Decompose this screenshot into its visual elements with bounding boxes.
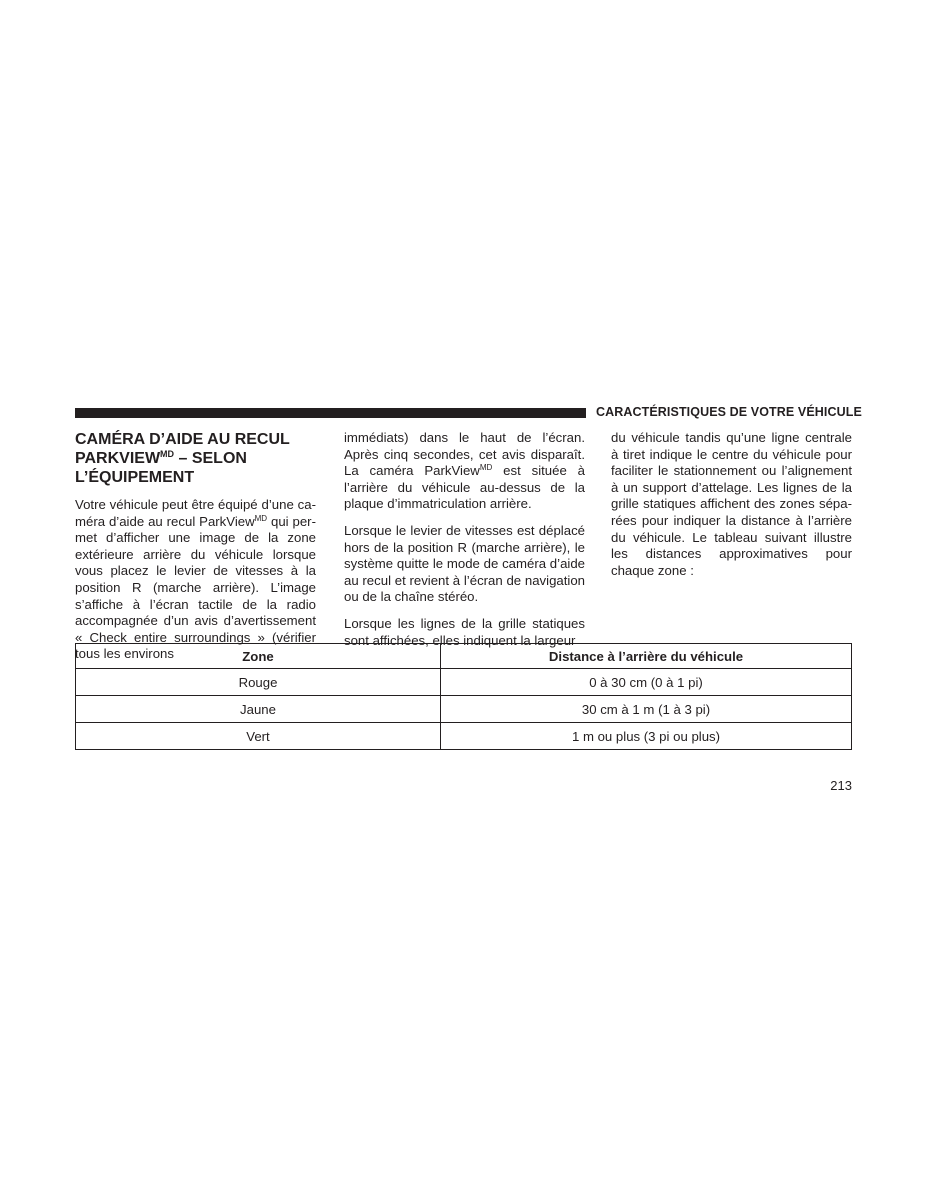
table-cell-zone: Jaune <box>76 696 441 723</box>
section-title: CARACTÉRISTIQUES DE VOTRE VÉHICULE <box>596 405 862 419</box>
table-cell-zone: Vert <box>76 723 441 750</box>
paragraph-3: Lorsque les lignes de la grille statiques sont affichées, elles indiquent la largeur <box>344 615 585 648</box>
table-row <box>76 696 852 723</box>
column-3 <box>611 430 852 589</box>
header-bar <box>75 408 586 418</box>
article-heading: CAMÉRA D’AIDE AU RECUL $PARKVIEW^{MD}$ – SELON L’ÉQUIPEMENT <box>75 431 290 486</box>
page-number: 213 <box>830 778 852 793</box>
paragraph-3-continued: du véhicule tandis qu’une ligne centrale à tiret indique le centre du véhicule pour faciliter le stationnement ou l’alignement à un support d’attelage. Les lignes de la grille statiques affichent des zones séparées pour indiquer la distance à l’arrière du véhicule. Le tableau suivant illustre les distances approximatives pour chaque zone : <box>611 430 852 578</box>
zone-distance-table <box>75 643 852 750</box>
table-header-distance: Distance à l’arrière du véhicule <box>441 644 852 669</box>
column-1 <box>75 430 316 673</box>
paragraph-1-continued: immédiats) dans le haut de l’écran. Après cinq secondes, cet avis disparaît. La caméra ParkView$^{MD}$ est située à l’arrière du véhicule au-dessus de la plaque d’immatriculation arrière. <box>344 430 586 512</box>
table-row <box>76 723 852 750</box>
paragraph-2: Lorsque le levier de vitesses est déplacé hors de la position R (marche arrière), le système quitte le mode de caméra d’aide au recul et revient à l’écran de navigation ou de la chaîne stéréo. <box>344 522 585 605</box>
table-cell-distance: 1 m ou plus (3 pi ou plus) <box>441 723 852 750</box>
table-cell-distance: 30 cm à 1 m (1 à 3 pi) <box>441 696 852 723</box>
table-header-zone: Zone <box>76 644 441 669</box>
table-row <box>76 669 852 696</box>
table-cell-distance: 0 à 30 cm (0 à 1 pi) <box>441 669 852 696</box>
table-cell-zone: Rouge <box>76 669 441 696</box>
paragraph-1: Votre véhicule peut être équipé d’une caméra d’aide au recul ParkView$^{MD}$ qui permet d’afficher une image de la zone extérieure arrière du véhicule lorsque vous placez le levier de vitesses à la position R (marche arrière). L’image s’affiche à l’écran tactile de la radio accompagnée d’un avis d’avertissement « Check entire surroundings » (vérifier tous les environs <box>75 497 316 662</box>
table-header-row <box>76 644 852 669</box>
column-2 <box>344 430 585 659</box>
